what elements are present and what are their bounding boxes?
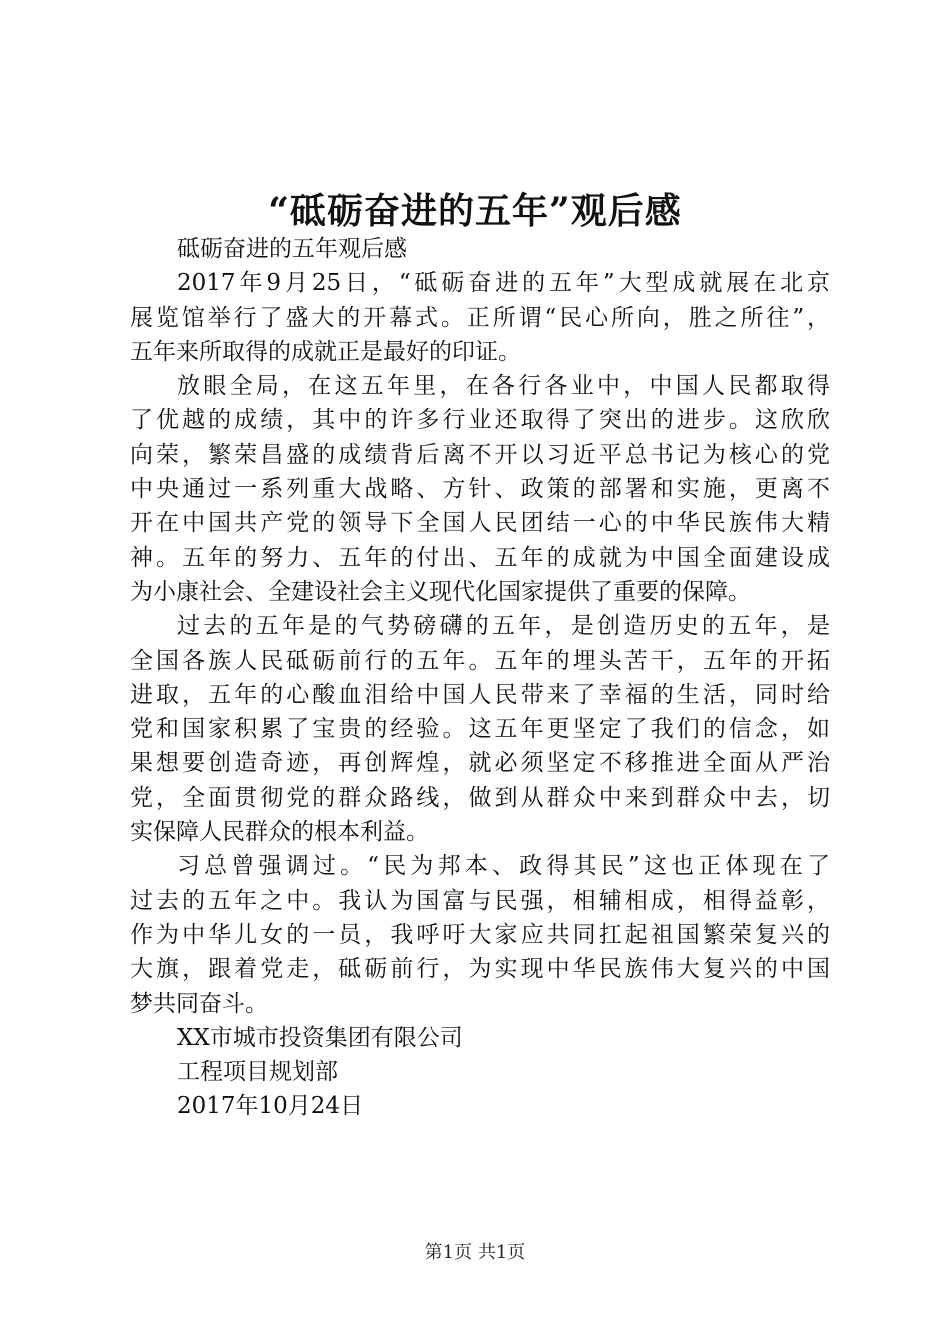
body-line: 党，全面贯彻党的群众路线，做到从群众中来到群众中去，切 (130, 784, 830, 811)
body-line: 中央通过一系列重大战略、方针、政策的部署和实施，更离不 (130, 476, 830, 503)
document-title: “砥砺奋进的五年”观后感 (268, 190, 682, 232)
body-line: 2017年9月25日，“砥砺奋进的五年”大型成就展在北京 (177, 270, 830, 297)
body-line: 梦共同奋斗。 (130, 990, 268, 1017)
body-line: 过去的五年之中。我认为国富与民强，相辅相成，相得益彰， (130, 887, 830, 914)
body-line: 开在中国共产党的领导下全国人民团结一心的中华民族伟大精 (130, 510, 830, 537)
body-line: 工程项目规划部 (177, 1059, 338, 1086)
page-footer: 第1页 共1页 (424, 1242, 526, 1263)
body-line: 习总曾强调过。“民为邦本、政得其民”这也正体现在了 (177, 853, 830, 880)
body-line: 党和国家积累了宝贵的经验。这五年更坚定了我们的信念，如 (130, 716, 830, 743)
body-line: 神。五年的努力、五年的付出、五年的成就为中国全面建设成 (130, 544, 830, 571)
body-line: 作为中华儿女的一员，我呼吁大家应共同扛起祖国繁荣复兴的 (130, 921, 830, 948)
body-line: 果想要创造奇迹，再创辉煌，就必须坚定不移推进全面从严治 (130, 750, 830, 777)
body-line: 进取，五年的心酸血泪给中国人民带来了幸福的生活，同时给 (130, 681, 830, 708)
body-line: 了优越的成绩，其中的许多行业还取得了突出的进步。这欣欣 (130, 407, 830, 434)
body-line: 实保障人民群众的根本利益。 (130, 819, 429, 846)
body-line: XX市城市投资集团有限公司 (177, 1024, 463, 1051)
body-line: 向荣，繁荣昌盛的成绩背后离不开以习近平总书记为核心的党 (130, 441, 830, 468)
body-line: 砥砺奋进的五年观后感 (177, 236, 407, 262)
body-line: 全国各族人民砥砺前行的五年。五年的埋头苦干，五年的开拓 (130, 647, 830, 674)
document-body (130, 232, 830, 1124)
body-line: 放眼全局，在这五年里，在各行各业中，中国人民都取得 (177, 373, 830, 400)
body-line: 大旗，跟着党走，砥砺前行，为实现中华民族伟大复兴的中国 (130, 956, 830, 983)
body-line: 过去的五年是的气势磅礴的五年，是创造历史的五年，是 (177, 613, 830, 640)
body-line: 为小康社会、全建设社会主义现代化国家提供了重要的保障。 (130, 578, 751, 605)
body-line: 展览馆举行了盛大的开幕式。正所谓“民心所向，胜之所往”， (130, 304, 830, 331)
body-line: 五年来所取得的成就正是最好的印证。 (130, 338, 521, 365)
body-line: 2017年10月24日 (177, 1093, 364, 1120)
